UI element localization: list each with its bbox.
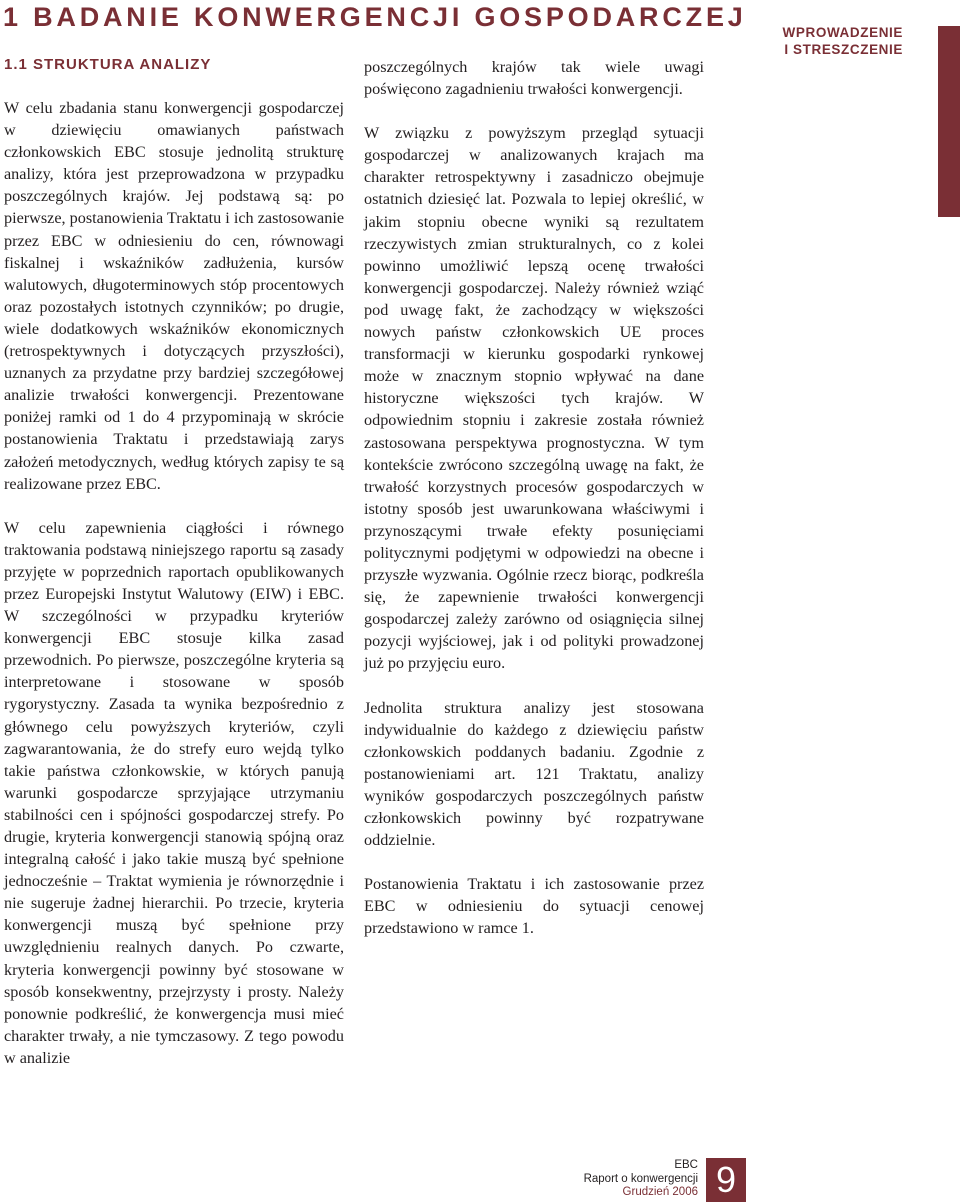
footer-date: Grudzień 2006 (622, 1186, 698, 1198)
left-column (4, 97, 344, 1069)
side-label-line-2: I STRESZCZENIE (784, 42, 903, 57)
left-paragraph-2: W celu zapewnienia ciągłości i równego traktowania podstawą niniejszego raportu są zasady przyjęte w poprzednich raportach opublikowanych przez Europejski Instytut Walutowy (EIW) i EBC. W szczególności w przypadku kryteriów konwergencji EBC stosuje kilka zasad przewodnich. Po pierwsze, poszczególne kryteria są interpretowane i stosowane w sposób rygorystyczny. Zasada ta wynika bezpośrednio z głównego celu powyższych kryteriów, czyli zagwarantowania, że do strefy euro wejdą tylko takie państwa członkowskie, w których panują warunki gospodarcze sprzyjające utrzymaniu stabilności cen i spójności gospodarczej strefy. Po drugie, kryteria konwergencji stanowią spójną oraz integralną całość i jako takie muszą być spełnione jednocześnie – Traktat wymienia je równorzędnie i nie sugeruje żadnej hierarchii. Po trzecie, kryteria konwergencji muszą być spełnione przy uwzględnieniu realnych danych. Po czwarte, kryteria konwergencji powinny być stosowane w sposób konsekwentny, przejrzysty i prosty. Należy ponownie podkreślić, że konwergencja musi mieć charakter trwały, a nie tymczasowy. Z tego powodu w analizie (4, 518, 344, 1067)
side-tab-marker (938, 26, 960, 217)
right-paragraph-4: Postanowienia Traktatu i ich zastosowanie przez EBC w odniesieniu do sytuacji cenowej przedstawiono w ramce 1. (364, 875, 704, 938)
section-title: 1.1 STRUKTURA ANALIZY (4, 56, 212, 73)
side-section-label (783, 24, 903, 58)
left-paragraph-1: W celu zbadania stanu konwergencji gospodarczej w dziewięciu omawianych państwach członkowskich EBC stosuje jednolitą strukturę analizy, która jest przeprowadzona w przypadku poszczególnych krajów. Jej podstawą są: po pierwsze, postanowienia Traktatu i ich zastosowanie przez EBC w odniesieniu do cen, równowagi fiskalnej i wskaźników zadłużenia, kursów walutowych, długoterminowych stóp procentowych oraz pozostałych istotnych czynników; po drugie, wiele dodatkowych wskaźników ekonomicznych (retrospektywnych i dotyczących przyszłości), uznanych za przydatne przy bardziej szczegółowej analizie trwałości konwergencji. Prezentowane poniżej ramki od 1 do 4 przypominają w skrócie postanowienia Traktatu i przedstawiają zarys założeń metodycznych, według których zapisy te są realizowane przez EBC. (4, 99, 344, 493)
footer-report-title: Raport o konwergencji (583, 1172, 698, 1185)
footer-publication-info (584, 1159, 698, 1200)
right-paragraph-1: poszczególnych krajów tak wiele uwagi poświęcono zagadnieniu trwałości konwergencji. (364, 58, 704, 99)
chapter-title: 1 BADANIE KONWERGENCJI GOSPODARCZEJ (3, 2, 747, 32)
footer-publisher: EBC (674, 1159, 698, 1171)
right-paragraph-3: Jednolita struktura analizy jest stosowana indywidualnie do każdego z dziewięciu państw członkowskich poddanych badaniu. Zgodnie z postanowieniami art. 121 Traktatu, analizy wyników gospodarczych poszczególnych państw członkowskich powinny być rozpatrywane oddzielnie. (364, 698, 704, 850)
right-column (364, 56, 704, 939)
right-paragraph-2: W związku z powyższym przegląd sytuacji gospodarczej w analizowanych krajach ma charakter retrospektywny i zasadniczo obejmuje ostatnich dziesięć lat. Pozwala to lepiej określić, w jakim stopniu obecne wyniki są rezultatem rzeczywistych zmian strukturalnych, co z kolei powinno umożliwić lepszą ocenę trwałości konwergencji gospodarczej. Należy również wziąć pod uwagę fakt, że zachodzący w większości nowych państw członkowskich UE proces transformacji w kierunku gospodarki rynkowej może w znacznym stopnio wpływać na dane historyczne większości tych krajów. W odpowiednim stopniu i zakresie została również zastosowana perspektywa prognostyczna. W tym kontekście zwrócono szczególną uwagę na fakt, że trwałość korzystnych procesów gospodarczych w istotny sposób jest uwarunkowana właściwymi i przynoszącymi trwałe efekty posunięciami politycznymi podjętymi w odpowiedzi na obecne i przyszłe wyzwania. Ogólnie rzecz biorąc, podkreśla się, że zapewnienie trwałości konwergencji gospodarczej zależy zarówno od osiągnięcia silnej pozycji wyjściowej, jak i od polityki prowadzonej już po przyjęciu euro. (364, 124, 704, 673)
side-label-line-1: WPROWADZENIE (782, 25, 903, 40)
page-number: 9 (706, 1158, 746, 1202)
